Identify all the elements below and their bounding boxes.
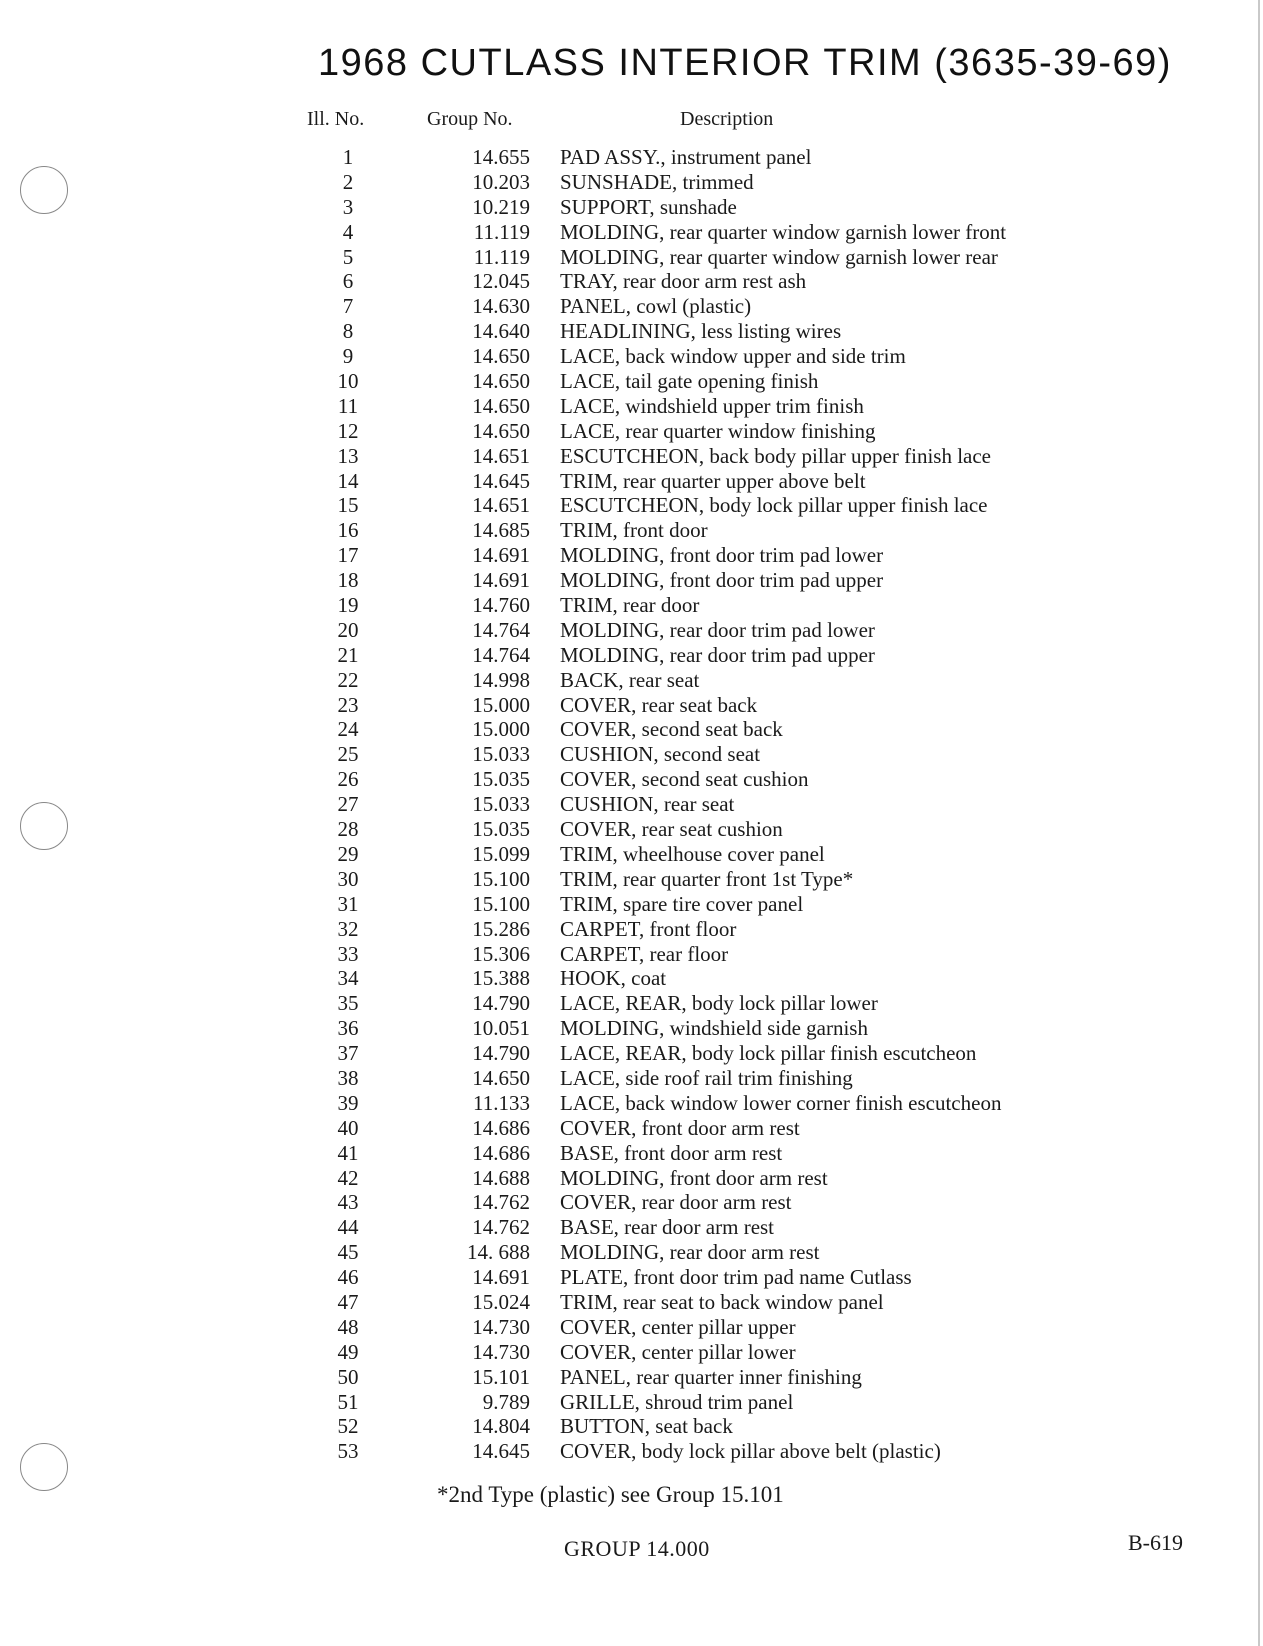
group-number: 9.789	[482, 1389, 530, 1414]
part-description: PANEL, rear quarter inner finishing	[560, 1364, 862, 1389]
ill-number: 22	[337, 667, 359, 692]
table-row	[0, 1240, 1263, 1265]
group-number: 14.688	[472, 1165, 530, 1190]
table-row	[0, 1315, 1263, 1340]
table-row	[0, 469, 1263, 494]
group-number: 14.790	[472, 1041, 530, 1066]
ill-number: 25	[337, 742, 359, 767]
table-row	[0, 245, 1263, 270]
table-row	[0, 991, 1263, 1016]
part-description: HOOK, coat	[560, 966, 667, 991]
part-description: PLATE, front door trim pad name Cutlass	[560, 1265, 912, 1290]
part-description: TRIM, wheelhouse cover panel	[560, 841, 825, 866]
table-row	[0, 767, 1263, 792]
group-number: 14.630	[472, 294, 530, 319]
group-number: 14.804	[472, 1414, 530, 1439]
part-description: TRIM, rear door	[560, 593, 700, 618]
table-row	[0, 543, 1263, 568]
group-number: 15.000	[472, 692, 530, 717]
ill-number: 51	[337, 1389, 359, 1414]
group-number: 14.650	[472, 393, 530, 418]
part-description: COVER, body lock pillar above belt (plastic)	[560, 1439, 941, 1464]
table-row	[0, 867, 1263, 892]
ill-number: 42	[337, 1165, 359, 1190]
part-description: MOLDING, rear quarter window garnish lower front	[560, 219, 1007, 244]
group-number: 14.730	[472, 1339, 530, 1364]
page-number: B-619	[1128, 1530, 1183, 1555]
table-row	[0, 1215, 1263, 1240]
ill-number: 39	[337, 1090, 359, 1115]
table-row	[0, 145, 1263, 170]
part-description: TRAY, rear door arm rest ash	[560, 269, 807, 294]
table-row	[0, 618, 1263, 643]
table-row	[0, 817, 1263, 842]
ill-number: 43	[337, 1190, 359, 1215]
group-number: 15.100	[472, 891, 530, 916]
ill-number: 26	[337, 767, 359, 792]
parts-table	[0, 145, 1263, 1464]
ill-number: 4	[342, 219, 354, 244]
part-description: COVER, center pillar upper	[560, 1314, 796, 1339]
table-row	[0, 1116, 1263, 1141]
part-description: MOLDING, windshield side garnish	[560, 1016, 868, 1041]
ill-number: 45	[337, 1240, 359, 1265]
table-row	[0, 742, 1263, 767]
part-description: LACE, REAR, body lock pillar finish escutcheon	[560, 1041, 977, 1066]
footer-group: GROUP 14.000	[564, 1536, 710, 1561]
ill-number: 53	[337, 1439, 359, 1464]
part-description: COVER, second seat back	[560, 717, 783, 742]
part-description: ESCUTCHEON, back body pillar upper finish lace	[560, 443, 991, 468]
part-description: BUTTON, seat back	[560, 1414, 733, 1439]
table-row	[0, 693, 1263, 718]
part-description: LACE, REAR, body lock pillar lower	[560, 991, 878, 1016]
ill-number: 17	[337, 543, 359, 568]
table-row	[0, 1390, 1263, 1415]
table-row	[0, 419, 1263, 444]
part-description: TRIM, spare tire cover panel	[560, 891, 804, 916]
group-number: 15.100	[472, 866, 530, 891]
part-description: BACK, rear seat	[560, 667, 700, 692]
ill-number: 44	[337, 1215, 359, 1240]
table-row	[0, 220, 1263, 245]
table-row	[0, 369, 1263, 394]
table-row	[0, 942, 1263, 967]
group-number: 14.645	[472, 1439, 530, 1464]
part-description: MOLDING, rear door arm rest	[560, 1240, 820, 1265]
table-row	[0, 966, 1263, 991]
part-description: CARPET, front floor	[560, 916, 737, 941]
part-description: COVER, center pillar lower	[560, 1339, 796, 1364]
table-row	[0, 1066, 1263, 1091]
group-number: 10.203	[472, 169, 530, 194]
part-description: MOLDING, rear door trim pad upper	[560, 642, 875, 667]
table-row	[0, 344, 1263, 369]
table-row	[0, 1190, 1263, 1215]
part-description: TRIM, rear quarter front 1st Type*	[560, 866, 854, 891]
ill-number: 1	[342, 145, 354, 169]
ill-number: 50	[337, 1364, 359, 1389]
table-row	[0, 294, 1263, 319]
ill-number: 14	[337, 468, 359, 493]
ill-number: 33	[337, 941, 359, 966]
group-number: 14.764	[472, 617, 530, 642]
group-number: 14.762	[472, 1215, 530, 1240]
part-description: COVER, rear door arm rest	[560, 1190, 792, 1215]
part-description: LACE, windshield upper trim finish	[560, 393, 864, 418]
group-number: 14.655	[472, 145, 530, 169]
group-number: 15.035	[472, 817, 530, 842]
table-row	[0, 170, 1263, 195]
group-number: 15.033	[472, 742, 530, 767]
footnote: *2nd Type (plastic) see Group 15.101	[437, 1482, 784, 1507]
part-description: SUNSHADE, trimmed	[560, 169, 754, 194]
ill-number: 18	[337, 568, 359, 593]
group-number: 15.000	[472, 717, 530, 742]
table-row	[0, 1041, 1263, 1066]
table-row	[0, 1091, 1263, 1116]
group-number: 11.119	[473, 244, 530, 269]
part-description: MOLDING, rear door trim pad lower	[560, 617, 875, 642]
group-number: 15.306	[472, 941, 530, 966]
part-description: COVER, rear seat cushion	[560, 817, 783, 842]
group-number: 14.691	[472, 1265, 530, 1290]
part-description: LACE, rear quarter window finishing	[560, 418, 876, 443]
ill-number: 23	[337, 692, 359, 717]
ill-number: 3	[342, 194, 354, 219]
part-description: ESCUTCHEON, body lock pillar upper finish lace	[560, 493, 988, 518]
ill-number: 29	[337, 841, 359, 866]
part-description: LACE, tail gate opening finish	[560, 369, 819, 394]
group-number: 15.099	[472, 841, 530, 866]
header-ill-no: Ill. No.	[307, 108, 365, 130]
ill-number: 32	[337, 916, 359, 941]
header-description: Description	[680, 108, 774, 130]
ill-number: 24	[337, 717, 359, 742]
part-description: TRIM, rear quarter upper above belt	[560, 468, 866, 493]
group-number: 14.645	[472, 468, 530, 493]
group-number: 12.045	[472, 269, 530, 294]
ill-number: 11	[337, 393, 359, 418]
table-row	[0, 593, 1263, 618]
table-row	[0, 668, 1263, 693]
ill-number: 40	[337, 1115, 359, 1140]
group-number: 14.764	[472, 642, 530, 667]
table-row	[0, 444, 1263, 469]
group-number: 14.762	[472, 1190, 530, 1215]
part-description: CARPET, rear floor	[560, 941, 729, 966]
ill-number: 5	[342, 244, 354, 269]
part-description: BASE, front door arm rest	[560, 1140, 783, 1165]
part-description: MOLDING, rear quarter window garnish lower rear	[560, 244, 998, 269]
ill-number: 6	[342, 269, 354, 294]
table-row	[0, 892, 1263, 917]
ill-number: 8	[342, 319, 354, 344]
ill-number: 48	[337, 1314, 359, 1339]
group-number: 11.133	[473, 1090, 530, 1115]
group-number: 14.640	[472, 319, 530, 344]
group-number: 11.119	[473, 219, 530, 244]
part-description: GRILLE, shroud trim panel	[560, 1389, 794, 1414]
ill-number: 37	[337, 1041, 359, 1066]
group-number: 14.650	[472, 369, 530, 394]
table-row	[0, 1340, 1263, 1365]
ill-number: 30	[337, 866, 359, 891]
part-description: HEADLINING, less listing wires	[560, 319, 842, 344]
group-number: 14.790	[472, 991, 530, 1016]
ill-number: 46	[337, 1265, 359, 1290]
part-description: PANEL, cowl (plastic)	[560, 294, 752, 319]
ill-number: 19	[337, 593, 359, 618]
ill-number: 2	[342, 169, 354, 194]
ill-number: 35	[337, 991, 359, 1016]
ill-number: 34	[337, 966, 359, 991]
table-row	[0, 269, 1263, 294]
group-number: 14.760	[472, 593, 530, 618]
group-number: 14.691	[472, 543, 530, 568]
group-number: 15.033	[472, 792, 530, 817]
ill-number: 49	[337, 1339, 359, 1364]
table-row	[0, 1365, 1263, 1390]
part-description: COVER, rear seat back	[560, 692, 758, 717]
part-description: COVER, front door arm rest	[560, 1115, 800, 1140]
ill-number: 21	[337, 642, 359, 667]
table-row	[0, 195, 1263, 220]
group-number: 14.685	[472, 518, 530, 543]
table-row	[0, 518, 1263, 543]
ill-number: 28	[337, 817, 359, 842]
table-row	[0, 792, 1263, 817]
group-number: 14.686	[472, 1140, 530, 1165]
table-row	[0, 643, 1263, 668]
ill-number: 13	[337, 443, 359, 468]
table-row	[0, 1414, 1263, 1439]
group-number: 14.650	[472, 344, 530, 369]
group-number: 14.730	[472, 1314, 530, 1339]
group-number: 15.101	[472, 1364, 530, 1389]
ill-number: 27	[337, 792, 359, 817]
group-number: 14.686	[472, 1115, 530, 1140]
group-number: 14.691	[472, 568, 530, 593]
part-description: CUSHION, second seat	[560, 742, 761, 767]
group-number: 14.650	[472, 1065, 530, 1090]
part-description: CUSHION, rear seat	[560, 792, 735, 817]
ill-number: 31	[337, 891, 359, 916]
part-description: TRIM, front door	[560, 518, 708, 543]
ill-number: 16	[337, 518, 359, 543]
page-title: 1968 CUTLASS INTERIOR TRIM (3635-39-69)	[318, 42, 1172, 84]
part-description: LACE, back window lower corner finish escutcheon	[560, 1090, 1002, 1115]
part-description: SUPPORT, sunshade	[560, 194, 737, 219]
header-group-no: Group No.	[427, 108, 513, 130]
group-number: 14.650	[472, 418, 530, 443]
ill-number: 47	[337, 1289, 359, 1314]
group-number: 14.651	[472, 443, 530, 468]
ill-number: 41	[337, 1140, 359, 1165]
part-description: LACE, back window upper and side trim	[560, 344, 906, 369]
table-row	[0, 917, 1263, 942]
part-description: MOLDING, front door trim pad upper	[560, 568, 884, 593]
ill-number: 12	[337, 418, 359, 443]
table-row	[0, 1141, 1263, 1166]
part-description: COVER, second seat cushion	[560, 767, 809, 792]
table-row	[0, 1265, 1263, 1290]
ill-number: 52	[337, 1414, 359, 1439]
table-row	[0, 568, 1263, 593]
part-description: MOLDING, front door trim pad lower	[560, 543, 884, 568]
table-row	[0, 842, 1263, 867]
ill-number: 36	[337, 1016, 359, 1041]
group-number: 15.286	[472, 916, 530, 941]
group-number: 10.219	[472, 194, 530, 219]
ill-number: 20	[337, 617, 359, 642]
table-row	[0, 1166, 1263, 1191]
part-description: LACE, side roof rail trim finishing	[560, 1065, 853, 1090]
part-description: TRIM, rear seat to back window panel	[560, 1289, 884, 1314]
part-description: BASE, rear door arm rest	[560, 1215, 775, 1240]
group-number: 15.388	[472, 966, 530, 991]
group-number: 10.051	[472, 1016, 530, 1041]
table-row	[0, 319, 1263, 344]
table-row	[0, 1290, 1263, 1315]
part-description: PAD ASSY., instrument panel	[560, 145, 812, 169]
ill-number: 38	[337, 1065, 359, 1090]
group-number: 14.998	[472, 667, 530, 692]
ill-number: 15	[337, 493, 359, 518]
group-number: 14. 688	[467, 1240, 530, 1265]
table-row	[0, 493, 1263, 518]
ill-number: 7	[342, 294, 354, 319]
table-row	[0, 1016, 1263, 1041]
ill-number: 10	[337, 369, 359, 394]
table-row	[0, 394, 1263, 419]
ill-number: 9	[342, 344, 354, 369]
part-description: MOLDING, front door arm rest	[560, 1165, 828, 1190]
table-row	[0, 1439, 1263, 1464]
group-number: 14.651	[472, 493, 530, 518]
group-number: 15.024	[472, 1289, 530, 1314]
group-number: 15.035	[472, 767, 530, 792]
table-row	[0, 717, 1263, 742]
